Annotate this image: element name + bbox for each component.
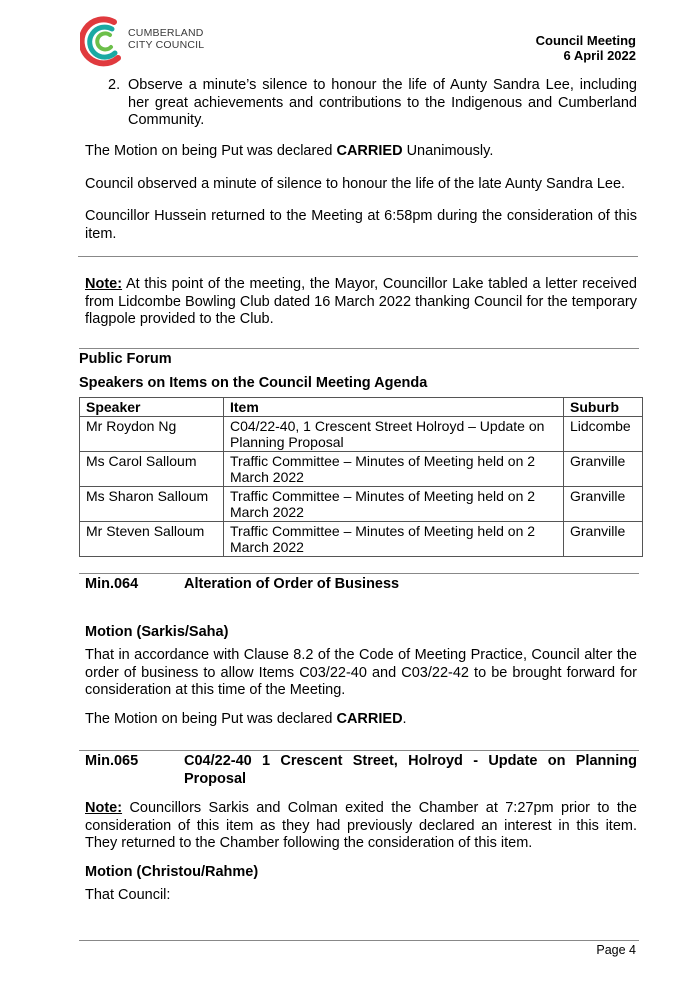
table-header-row — [80, 398, 643, 417]
divider — [78, 256, 638, 257]
silence-paragraph: Council observed a minute of silence to honour the life of the late Aunty Sandra Lee. — [85, 176, 626, 192]
list-item — [108, 77, 637, 130]
motion-heading: Motion (Christou/Rahme) — [85, 864, 259, 880]
divider — [79, 348, 639, 349]
table-cell: Granville — [564, 452, 643, 487]
table-cell: Mr Steven Salloum — [80, 522, 224, 557]
table-cell: C04/22-40, 1 Crescent Street Holroyd – Update on Planning Proposal — [224, 417, 564, 452]
column-header: Suburb — [564, 398, 643, 417]
note-paragraph — [85, 276, 637, 329]
that-council-text: That Council: — [85, 887, 171, 903]
list-item-number: 2. — [108, 77, 121, 93]
table-cell: Ms Sharon Salloum — [80, 487, 224, 522]
divider — [79, 573, 639, 574]
footer-divider — [79, 940, 639, 941]
meeting-date: 6 April 2022 — [563, 48, 636, 63]
page-header-meta — [536, 33, 636, 63]
divider — [79, 750, 639, 751]
column-header: Speaker — [80, 398, 224, 417]
speakers-table — [79, 397, 643, 557]
note-text: Councillors Sarkis and Colman exited the Chamber at 7:27pm prior to the consideration of this item as they had previously declared an interest in this item. They returned to the Chamber following the consideration of this item. — [85, 800, 637, 851]
public-forum-heading: Public Forum — [79, 351, 172, 367]
motion-result-carried: CARRIED — [336, 711, 403, 727]
table-cell: Mr Roydon Ng — [80, 417, 224, 452]
minute-number: Min.065 — [85, 753, 139, 769]
table-cell: Lidcombe — [564, 417, 643, 452]
motion-result — [85, 711, 637, 729]
table-cell: Traffic Committee – Minutes of Meeting held on 2 March 2022 — [224, 487, 564, 522]
table-row — [80, 487, 643, 522]
table-row — [80, 417, 643, 452]
motion-result-post: Unanimously. — [402, 143, 494, 159]
motion-result-pre: The Motion on being Put was declared — [85, 711, 337, 727]
minute-number: Min.064 — [85, 576, 139, 592]
minute-title: C04/22-40 1 Crescent Street, Holroyd - Update on Planning Proposal — [184, 753, 637, 787]
cumberland-c-logo-icon — [80, 14, 126, 70]
note-text: At this point of the meeting, the Mayor, Councillor Lake tabled a letter received from Lidcombe Bowling Club dated 16 March 2022 thanking Council for the temporary flagpole provided to the Club. — [85, 276, 637, 327]
logo-line1: CUMBERLAND — [128, 27, 204, 39]
table-row — [80, 452, 643, 487]
motion-heading: Motion (Sarkis/Saha) — [85, 624, 229, 640]
column-header: Item — [224, 398, 564, 417]
council-logo — [80, 14, 210, 70]
motion-result-pre: The Motion on being Put was declared — [85, 143, 337, 159]
hussein-paragraph: Councillor Hussein returned to the Meeting at 6:58pm during the consideration of this item. — [85, 208, 637, 242]
page-number: Page 4 — [596, 943, 636, 957]
meeting-title: Council Meeting — [535, 33, 636, 48]
minute-title: Alteration of Order of Business — [184, 576, 400, 592]
table-cell: Traffic Committee – Minutes of Meeting held on 2 March 2022 — [224, 522, 564, 557]
motion-result — [85, 143, 637, 161]
note-label: Note: — [85, 276, 123, 292]
minute-heading-065 — [85, 753, 637, 789]
speakers-heading: Speakers on Items on the Council Meeting Agenda — [79, 375, 428, 391]
list-item-text: Observe a minute’s silence to honour the life of Aunty Sandra Lee, including her great achievements and contributions to the Indigenous and Cumberland Community. — [128, 77, 637, 128]
table-row — [80, 522, 643, 557]
motion-result-post: . — [402, 711, 407, 727]
motion-result-carried: CARRIED — [336, 143, 403, 159]
table-cell: Ms Carol Salloum — [80, 452, 224, 487]
table-cell: Granville — [564, 522, 643, 557]
logo-line2: CITY COUNCIL — [128, 39, 205, 51]
table-cell: Granville — [564, 487, 643, 522]
table-cell: Traffic Committee – Minutes of Meeting held on 2 March 2022 — [224, 452, 564, 487]
note-label: Note: — [85, 800, 123, 816]
note-paragraph — [85, 800, 637, 853]
motion-text: That in accordance with Clause 8.2 of the Code of Meeting Practice, Council alter the order of business to allow Items C03/22-40 and C03/22-42 to be brought forward for consideration at this time of the Meeting. — [85, 647, 637, 698]
